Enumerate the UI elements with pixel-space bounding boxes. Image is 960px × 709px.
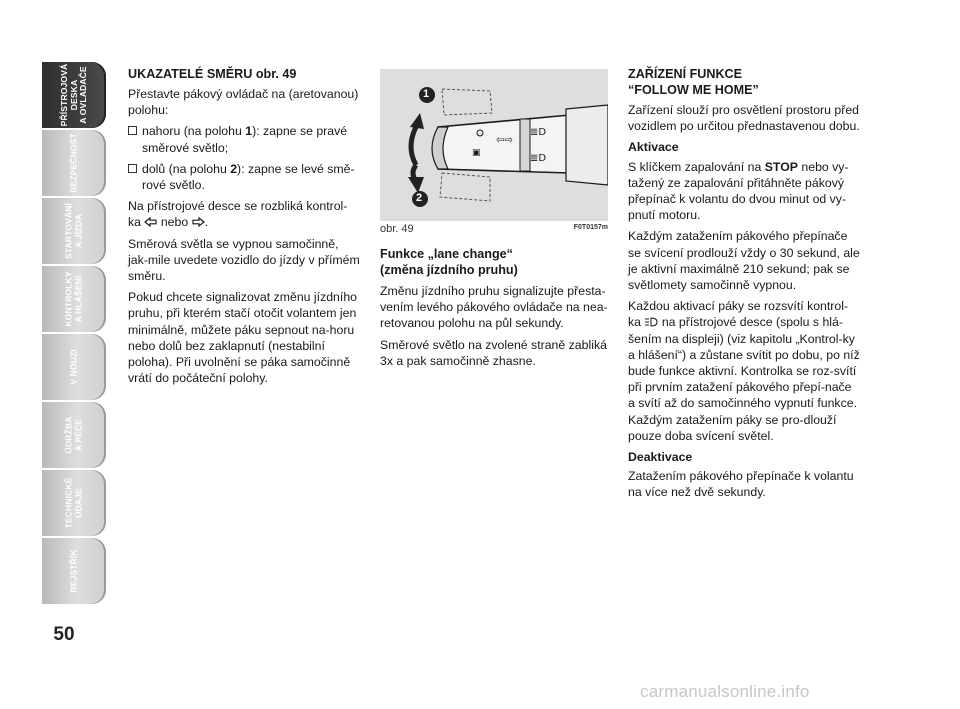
paragraph: Pokud chcete signalizovat změnu jízdního pruhu, při kterém stačí otočit volantem jen minimálně, můžete páku sepnout na-horu nebo dolů bez zaklapnutí (nestabilní poloha). Při uvolnění se páka samočinně vrátí do počáteční polohy.	[128, 290, 357, 386]
column-turn-signals	[128, 66, 360, 391]
heading-line: Funkce „lane change“	[380, 247, 513, 261]
heading-line: “FOLLOW ME HOME”	[628, 83, 759, 97]
figure-reference: obr. 49	[255, 67, 297, 81]
tab-technicke-udaje[interactable]	[42, 470, 106, 536]
paragraph-text: Každou aktivací páky se rozsvítí kontrol-ka	[628, 299, 849, 330]
position-number: 1	[245, 124, 253, 139]
watermark: carmanualsonline.info	[640, 682, 810, 701]
tab-udrzba[interactable]	[42, 402, 106, 468]
heading-line: ZAŘÍZENÍ FUNKCE	[628, 67, 743, 81]
subheading-deactivation: Deaktivace	[628, 450, 693, 465]
tab-label: BEZPEČNOST	[68, 133, 79, 193]
paragraph-text: .	[204, 215, 209, 230]
bullet-text: nahoru (na polohu	[142, 124, 246, 139]
tab-label: KONTROLKY A HLÁŠENÍ	[63, 271, 83, 327]
tab-rejstrik[interactable]	[42, 538, 106, 604]
figure-label-2: 2	[416, 192, 423, 204]
tab-kontrolky[interactable]	[42, 266, 106, 332]
lane-change-text	[380, 246, 608, 374]
stalk-drawing	[380, 69, 608, 221]
intro-paragraph: Přestavte pákový ovládač na (aretovanou) polohu:	[128, 87, 359, 118]
list-item	[128, 123, 360, 155]
tab-label: TECHNICKÉ ÚDAJE	[63, 477, 83, 529]
tab-label: STARTOVÁNÍ A JÍZDA	[63, 202, 83, 260]
paragraph: Zatažením pákového přepínače k volantu na více než dvě sekundy.	[628, 469, 854, 500]
paragraph-text: nebo vy-tažený ze zapalování přitáhněte pákový přepínač k volantu do dvou minut od vy-pnutí motoru.	[628, 159, 849, 223]
tab-label: V NOUZI	[68, 349, 79, 385]
paragraph-text: S klíčkem zapalování na	[628, 159, 765, 174]
paragraph: Zařízení slouží pro osvětlení prostoru před vozidlem po určitou přednastavenou dobu.	[628, 103, 860, 134]
figure-caption	[380, 223, 608, 235]
follow-me-home-icon	[644, 317, 658, 327]
svg-text:≣D: ≣D	[530, 127, 547, 138]
paragraph-text: nebo	[157, 215, 192, 230]
stop-keyword: STOP	[764, 159, 798, 174]
bullet-text: dolů (na polohu	[142, 161, 231, 176]
column-follow-me-home	[628, 66, 860, 506]
position-number: 2	[230, 161, 238, 176]
svg-text:≣D: ≣D	[530, 153, 547, 164]
paragraph-text: na přístrojové desce (spolu s hlá-šením na displeji) (viz kapitolu „Kontrol-ky a hlášení“) a zůstane svítit po dobu, po níž bude funkce aktivní. Kontrolka se roz-svítí při prvním zatažení pákového přepí-nače a svítí až do samočinného vypnutí funkce. Každým zatažením páky se pro-dlouží pouze doba svícení světel.	[628, 315, 860, 443]
section-heading	[380, 246, 608, 278]
paragraph: Změnu jízdního pruhu signalizujte přesta-vením levého pákového ovládače na nea-retovanou polohu na půl sekundy.	[380, 284, 608, 331]
figure-code: F0T0157m	[573, 224, 608, 231]
indicator-paragraph	[128, 198, 360, 230]
tab-pristrojova-deska[interactable]	[42, 62, 106, 128]
svg-text:⇦⇨: ⇦⇨	[496, 135, 513, 146]
right-turn-arrow-icon	[192, 217, 205, 227]
figure-label-1: 1	[423, 88, 430, 100]
figure-stalk-illustration	[380, 69, 608, 221]
tab-v-nouzi[interactable]	[42, 334, 106, 400]
page-number: 50	[53, 624, 75, 645]
checkbox-bullet-icon	[128, 164, 137, 173]
section-heading	[128, 66, 360, 82]
paragraph	[628, 159, 860, 224]
tab-startovani[interactable]	[42, 198, 106, 264]
paragraph: Směrové světlo na zvolené straně zabliká 3x a pak samočinně zhasne.	[380, 337, 607, 368]
checkbox-bullet-icon	[128, 126, 137, 135]
subheading-activation: Aktivace	[628, 140, 679, 155]
section-heading	[628, 66, 860, 98]
left-turn-arrow-icon	[144, 217, 157, 227]
heading-text: UKAZATELÉ SMĚRU	[128, 67, 253, 81]
heading-line: (změna jízdního pruhu)	[380, 263, 518, 277]
paragraph-text: Na přístrojové desce se rozbliká kontrol-ka	[128, 199, 348, 230]
bullet-text: ): zapne se pravé směrové světlo;	[142, 124, 348, 155]
caption-text: obr. 49	[380, 223, 414, 235]
tab-label: ÚDRŽBA A PÉČE	[63, 416, 83, 454]
svg-text:▣: ▣	[472, 148, 481, 158]
list-item	[128, 161, 360, 193]
tab-label: PŘÍSTROJOVÁ DESKA A OVLADAČE	[58, 63, 88, 127]
tab-bezpecnost[interactable]	[42, 130, 106, 196]
bullet-text: ): zapne se levé smě-rové světlo.	[142, 161, 355, 193]
tab-label: REJSTŘÍK	[68, 549, 79, 593]
paragraph: Směrová světla se vypnou samočinně, jak-mile uvedete vozidlo do jízdy v přímém směru.	[128, 236, 360, 284]
paragraph: Každým zatažením pákového přepínače se svícení prodlouží vždy o 30 sekund, ale je aktivní maximálně 210 sekund; pak se světlomety samočinně vypnou.	[628, 229, 860, 293]
paragraph	[628, 298, 860, 444]
